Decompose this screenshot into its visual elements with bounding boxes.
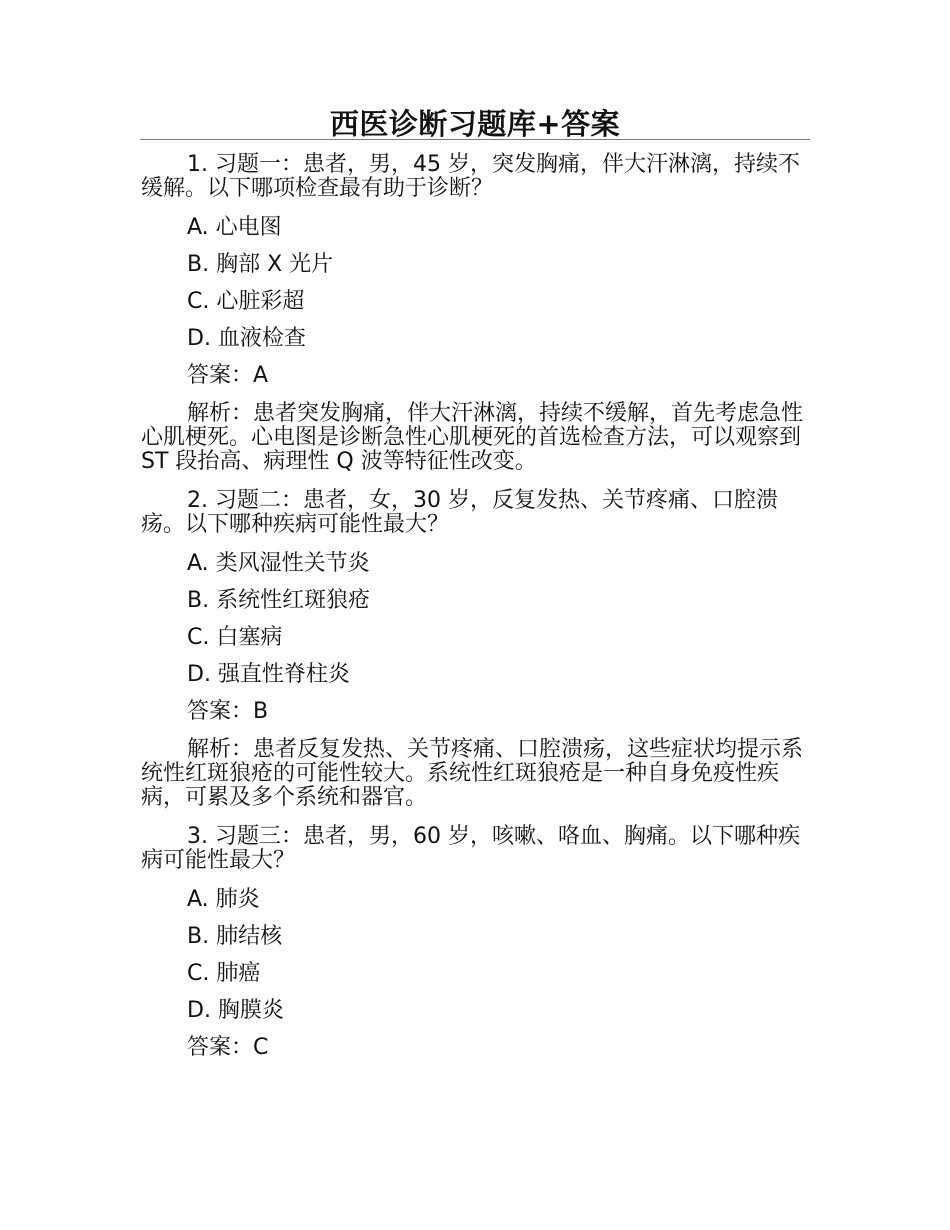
question-1: [141, 147, 809, 483]
option-a: A. 肺炎: [187, 887, 260, 912]
question-3: [141, 819, 809, 1068]
answer: 答案：C: [187, 1035, 269, 1060]
option-a: A. 类风湿性关节炎: [187, 551, 370, 576]
analysis: 解析：患者反复发热、关节疼痛、口腔溃疡，这些症状均提示系统性红斑狼疮的可能性较大。系统性红斑狼疮是一种自身免疫性疾病，可累及多个系统和器官。: [141, 737, 804, 810]
answer: 答案：A: [187, 363, 269, 388]
option-b: B. 系统性红斑狼疮: [187, 588, 371, 613]
document-body: [141, 147, 809, 1068]
option-d: D. 胸膜炎: [187, 998, 284, 1023]
question-stem: 2. 习题二：患者，女，30 岁，反复发热、关节疼痛、口腔溃疡。以下哪种疾病可能性最大？: [141, 488, 778, 537]
option-c: C. 肺癌: [187, 961, 261, 986]
document-title: 西医诊断习题库+答案: [329, 107, 621, 141]
option-a: A. 心电图: [187, 215, 282, 240]
question-stem: 3. 习题三：患者，男，60 岁，咳嗽、咯血、胸痛。以下哪种疾病可能性最大？: [141, 824, 800, 873]
option-b: B. 胸部 X 光片: [187, 252, 334, 277]
option-c: C. 心脏彩超: [187, 289, 305, 314]
answer: 答案：B: [187, 699, 269, 724]
analysis: 解析：患者突发胸痛，伴大汗淋漓，持续不缓解，首先考虑急性心肌梗死。心电图是诊断急性心肌梗死的首选检查方法，可以观察到 ST 段抬高、病理性 Q 波等特征性改变。: [141, 401, 804, 474]
question-stem: 1. 习题一：患者，男，45 岁，突发胸痛，伴大汗淋漓，持续不缓解。以下哪项检查最有助于诊断？: [141, 152, 800, 201]
option-d: D. 强直性脊柱炎: [187, 662, 350, 687]
option-b: B. 肺结核: [187, 924, 283, 949]
title-underline: [140, 139, 810, 140]
question-2: [141, 483, 809, 819]
option-d: D. 血液检查: [187, 326, 306, 351]
option-c: C. 白塞病: [187, 625, 283, 650]
